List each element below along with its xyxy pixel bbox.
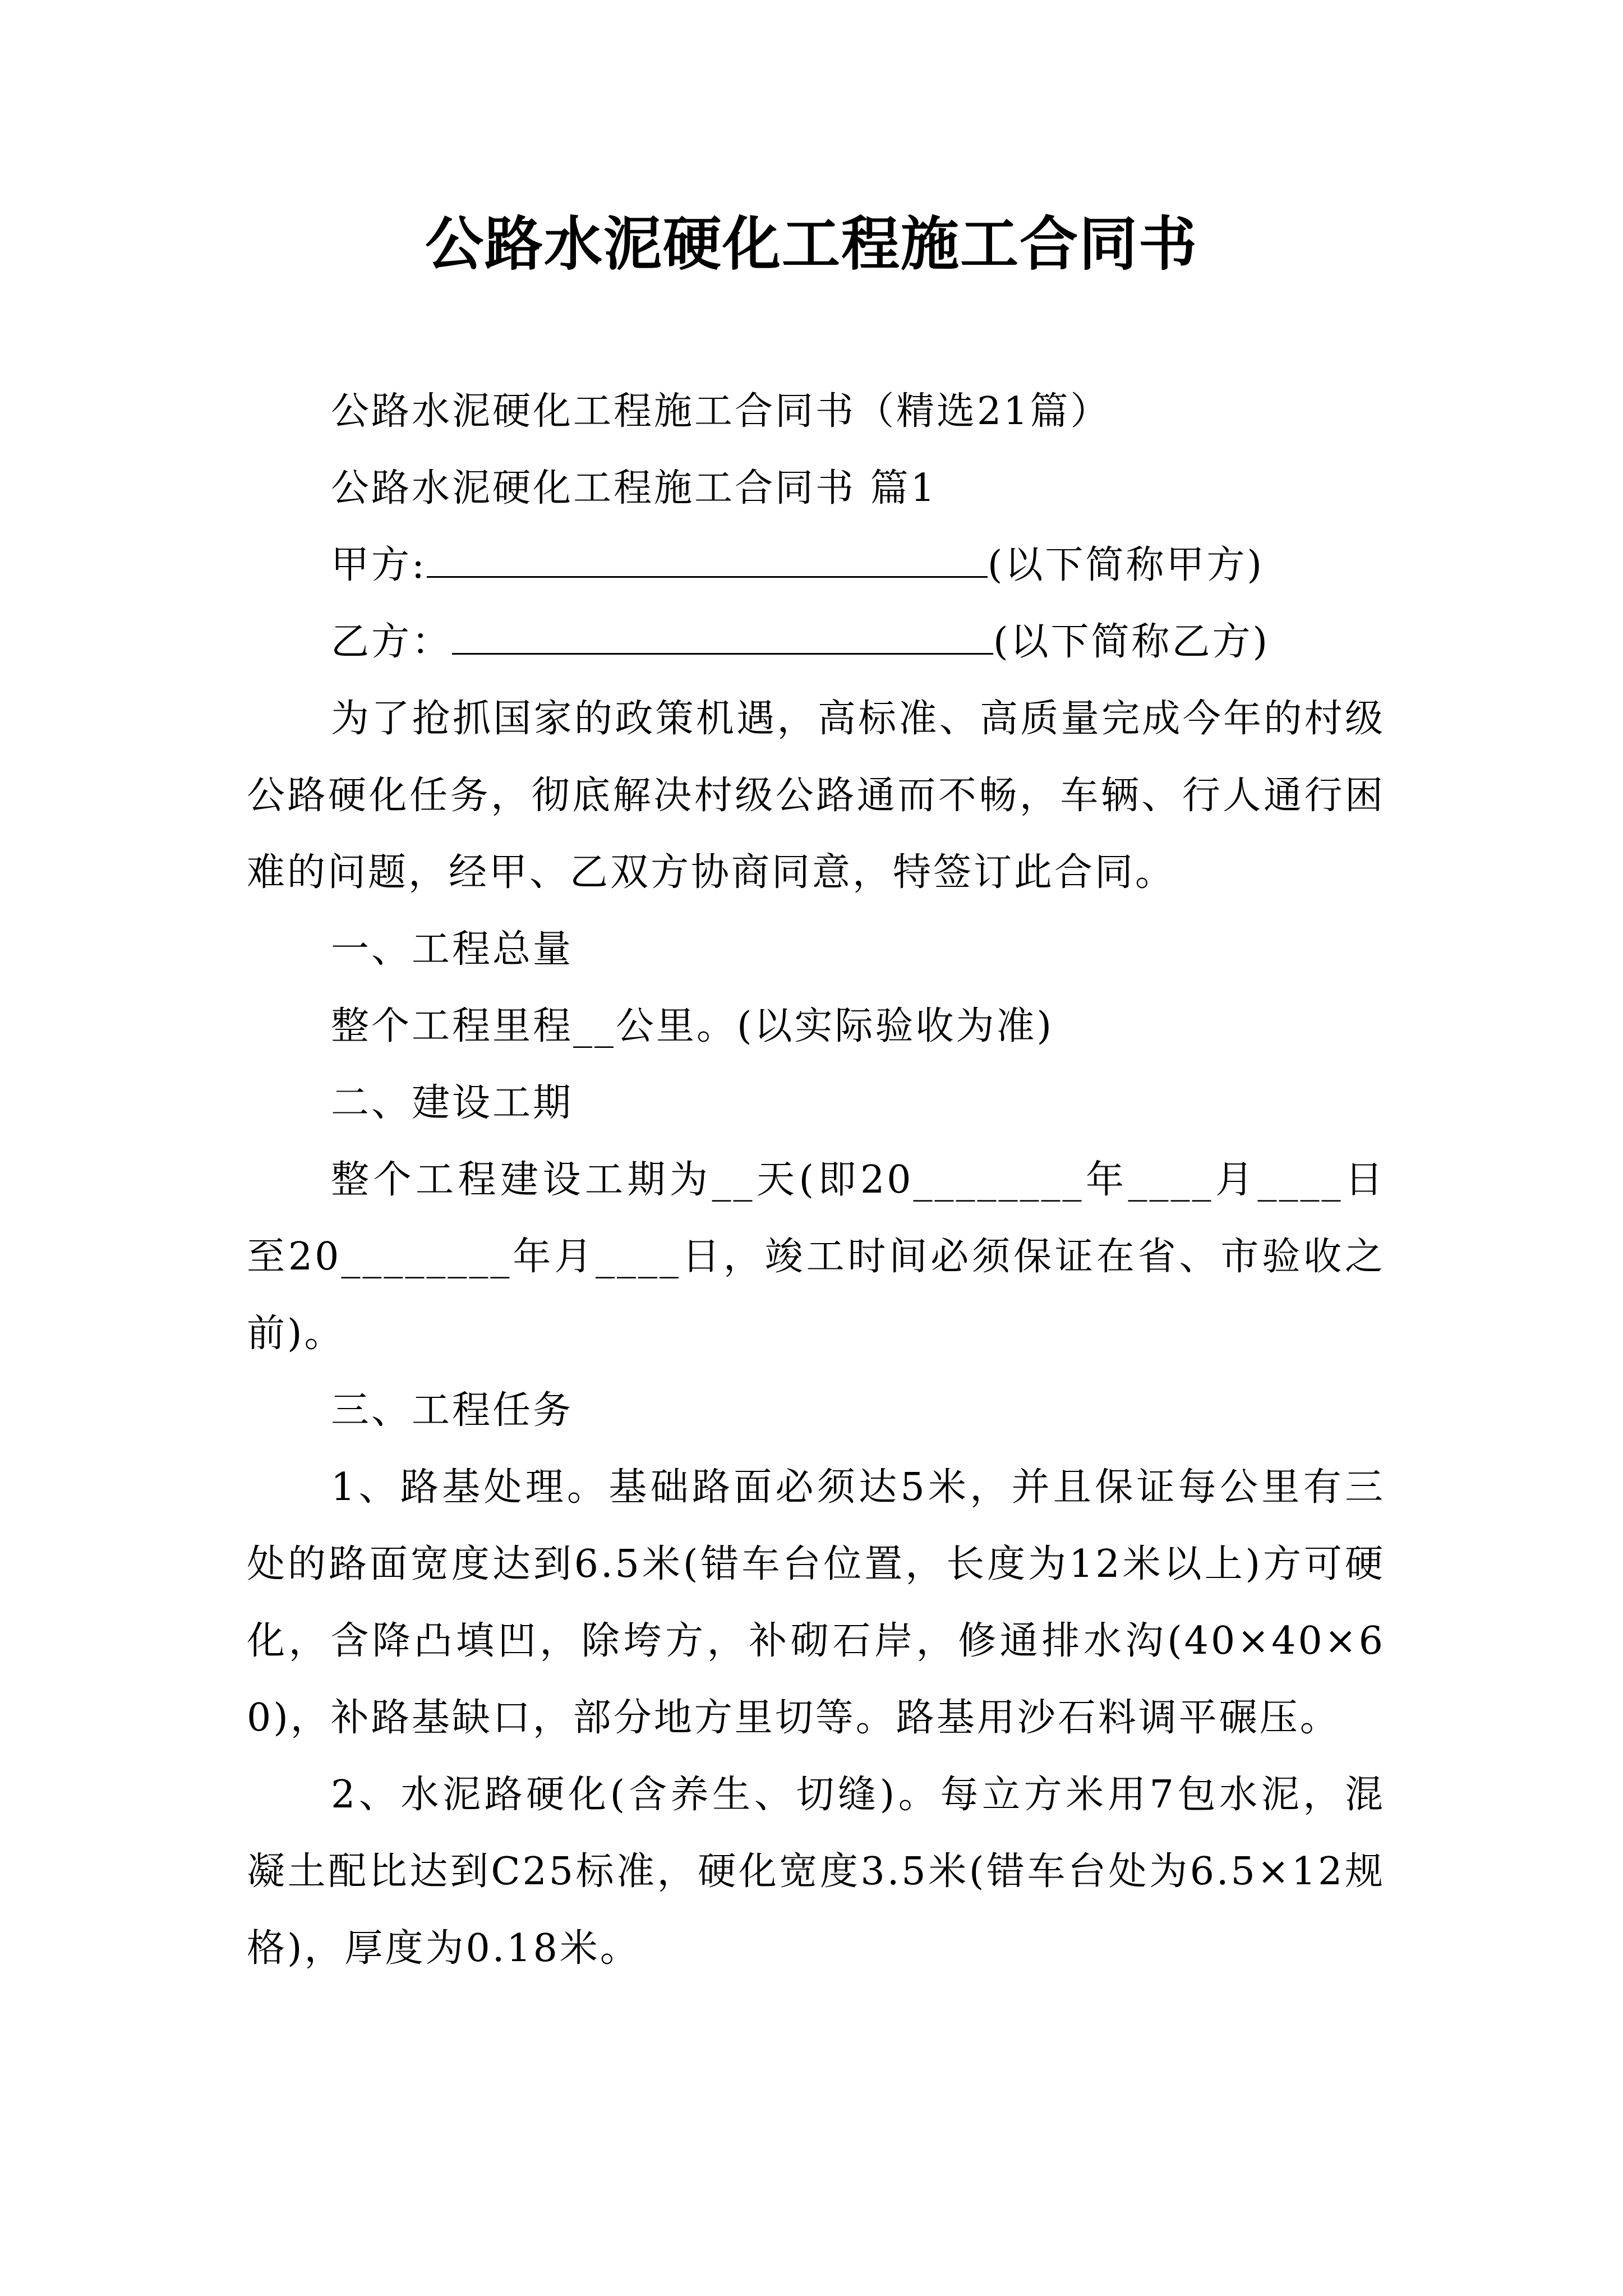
heading-construction-period: 二、建设工期 xyxy=(331,1081,574,1125)
party-b-line xyxy=(247,604,1385,680)
heading-tasks: 三、工程任务 xyxy=(331,1388,574,1433)
party-a-line xyxy=(247,527,1385,604)
paragraph-mileage: 整个工程里程__公里。(以实际验收为准) xyxy=(331,1004,1054,1048)
party-a-blank xyxy=(427,542,988,578)
document-body xyxy=(247,373,1385,1987)
paragraph-subtitle: 公路水泥硬化工程施工合同书（精选21篇） xyxy=(331,389,1111,434)
paragraph-task-2: 2、水泥路硬化(含养生、切缝)。每立方米用7包水泥，混凝土配比达到C25标准，硬化宽度3.5米(错车台处为6.5×12规格)，厚度为0.18米。 xyxy=(247,1773,1385,1971)
party-a-label: 甲方: xyxy=(331,543,427,587)
party-b-label: 乙方： xyxy=(331,620,453,664)
paragraph-task-1: 1、路基处理。基础路面必须达5米，并且保证每公里有三处的路面宽度达到6.5米(错车台位置，长度为12米以上)方可硬化，含降凸填凹，除垮方，补砌石岸，修通排水沟(40×40×60)，补路基缺口，部分地方里切等。路基用沙石料调平碾压。 xyxy=(247,1465,1385,1740)
party-b-suffix: (以下简称乙方) xyxy=(993,620,1270,664)
party-b-blank xyxy=(452,619,993,655)
paragraph-section-heading: 公路水泥硬化工程施工合同书 篇1 xyxy=(331,466,937,510)
paragraph-period: 整个工程建设工期为__天(即20________年____月____日至20________年月____日，竣工时间必须保证在省、市验收之前)。 xyxy=(247,1158,1385,1356)
heading-total-quantity: 一、工程总量 xyxy=(331,927,574,972)
paragraph-intro: 为了抢抓国家的政策机遇，高标准、高质量完成今年的村级公路硬化任务，彻底解决村级公路通而不畅，车辆、行人通行困难的问题，经甲、乙双方协商同意，特签订此合同。 xyxy=(247,697,1385,895)
party-a-suffix: (以下简称甲方) xyxy=(987,543,1264,587)
document-title: 公路水泥硬化工程施工合同书 xyxy=(425,210,1198,278)
